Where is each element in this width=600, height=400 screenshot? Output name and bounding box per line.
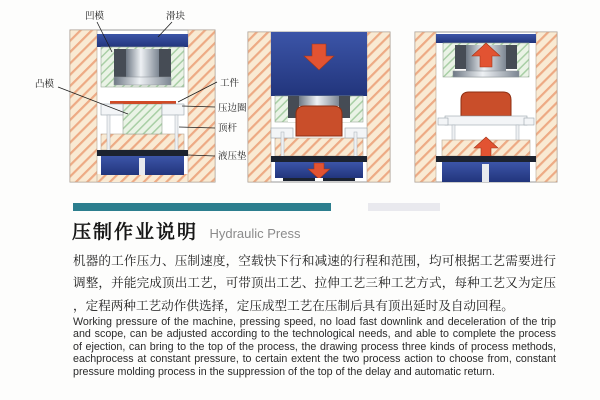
section-title xyxy=(72,217,301,244)
ejector-rod-right xyxy=(175,115,178,151)
press-diagram-return-stage xyxy=(415,32,557,182)
bolster xyxy=(275,138,363,156)
description-english-line: pressure molding process in the suppression of the top of the delay and automatic return. xyxy=(73,365,495,378)
ejector-rod-left xyxy=(107,115,110,151)
cushion-slot xyxy=(482,164,489,182)
description-english-line: and scope, can be adjusted according to the technological needs, and able to complete the process xyxy=(73,328,556,341)
cushion-top-plate xyxy=(97,150,188,156)
blank-holder-tab-right xyxy=(524,118,534,125)
die-wall-left xyxy=(455,45,466,69)
description-english-line: eachprocess at constant pressure, to certain extent the two process action to choose from, constant xyxy=(73,353,556,366)
section-divider-bar xyxy=(73,203,331,211)
cushion-base-notch xyxy=(315,178,323,181)
section-title-english: Hydraulic Press xyxy=(209,226,301,241)
workpiece-formed-cup xyxy=(461,92,511,116)
section-title-chinese: 压制作业说明 xyxy=(72,222,199,243)
cushion-top-plate xyxy=(436,156,536,162)
blank-holder-plate xyxy=(445,116,527,125)
cushion-slot xyxy=(139,158,145,175)
label-ejector-rod: 顶杆 xyxy=(218,123,238,134)
blank-holder-tab-left xyxy=(438,118,448,125)
description-english-line: Working pressure of the machine, pressing speed, no load fast downlink and deceleration of the trip xyxy=(73,316,556,328)
label-hydraulic-cushion: 液压垫 xyxy=(218,151,247,162)
description-chinese-line: 机器的工作压力、压制速度，空载快下行和减速的行程和范围，均可根据工艺需要进行 xyxy=(73,254,556,268)
die-wall-right xyxy=(159,49,171,77)
label-die: 凹模 xyxy=(85,11,105,22)
frame-column-right xyxy=(536,32,557,182)
label-slide: 滑块 xyxy=(166,11,186,22)
workpiece-blank xyxy=(110,101,176,104)
die-plate xyxy=(114,77,171,85)
label-blank-holder: 压边圈 xyxy=(218,103,247,114)
die-core xyxy=(299,96,339,106)
label-workpiece: 工件 xyxy=(220,78,240,89)
description-chinese-line: 调整，并能完成顶出工艺，可带顶出工艺、拉伸工艺三种工艺方式，每种工艺又为定压 xyxy=(73,276,556,291)
slide-block xyxy=(97,34,188,47)
press-diagram-pressing-stage xyxy=(248,32,390,182)
frame-column-left xyxy=(415,32,436,182)
description-english xyxy=(73,316,556,378)
frame-column-left xyxy=(70,30,97,182)
description-chinese-line: ，定程两种工艺动作供选择，定压成型工艺在压制后具有顶出延时及自动回程。 xyxy=(73,298,514,313)
blank-holder-right xyxy=(162,104,184,115)
label-punch: 凸模 xyxy=(35,79,55,90)
punch-block xyxy=(123,104,162,134)
description-chinese xyxy=(73,250,556,317)
blank-holder-left xyxy=(101,104,123,115)
description-english-line: of ejection, can bring to the top of the process, the drawing process three kinds of process methods, xyxy=(73,340,556,353)
frame-column-left xyxy=(248,32,271,182)
cushion-top-plate xyxy=(271,156,367,162)
slide-block-up xyxy=(436,34,536,43)
frame-column-right xyxy=(367,32,390,182)
section-divider-bar-secondary xyxy=(368,203,440,211)
bolster xyxy=(101,134,184,150)
die-wall-left xyxy=(114,49,126,77)
die-wall-right xyxy=(506,45,517,69)
workpiece-drawn-cup xyxy=(296,106,342,136)
die-plate xyxy=(453,71,519,77)
